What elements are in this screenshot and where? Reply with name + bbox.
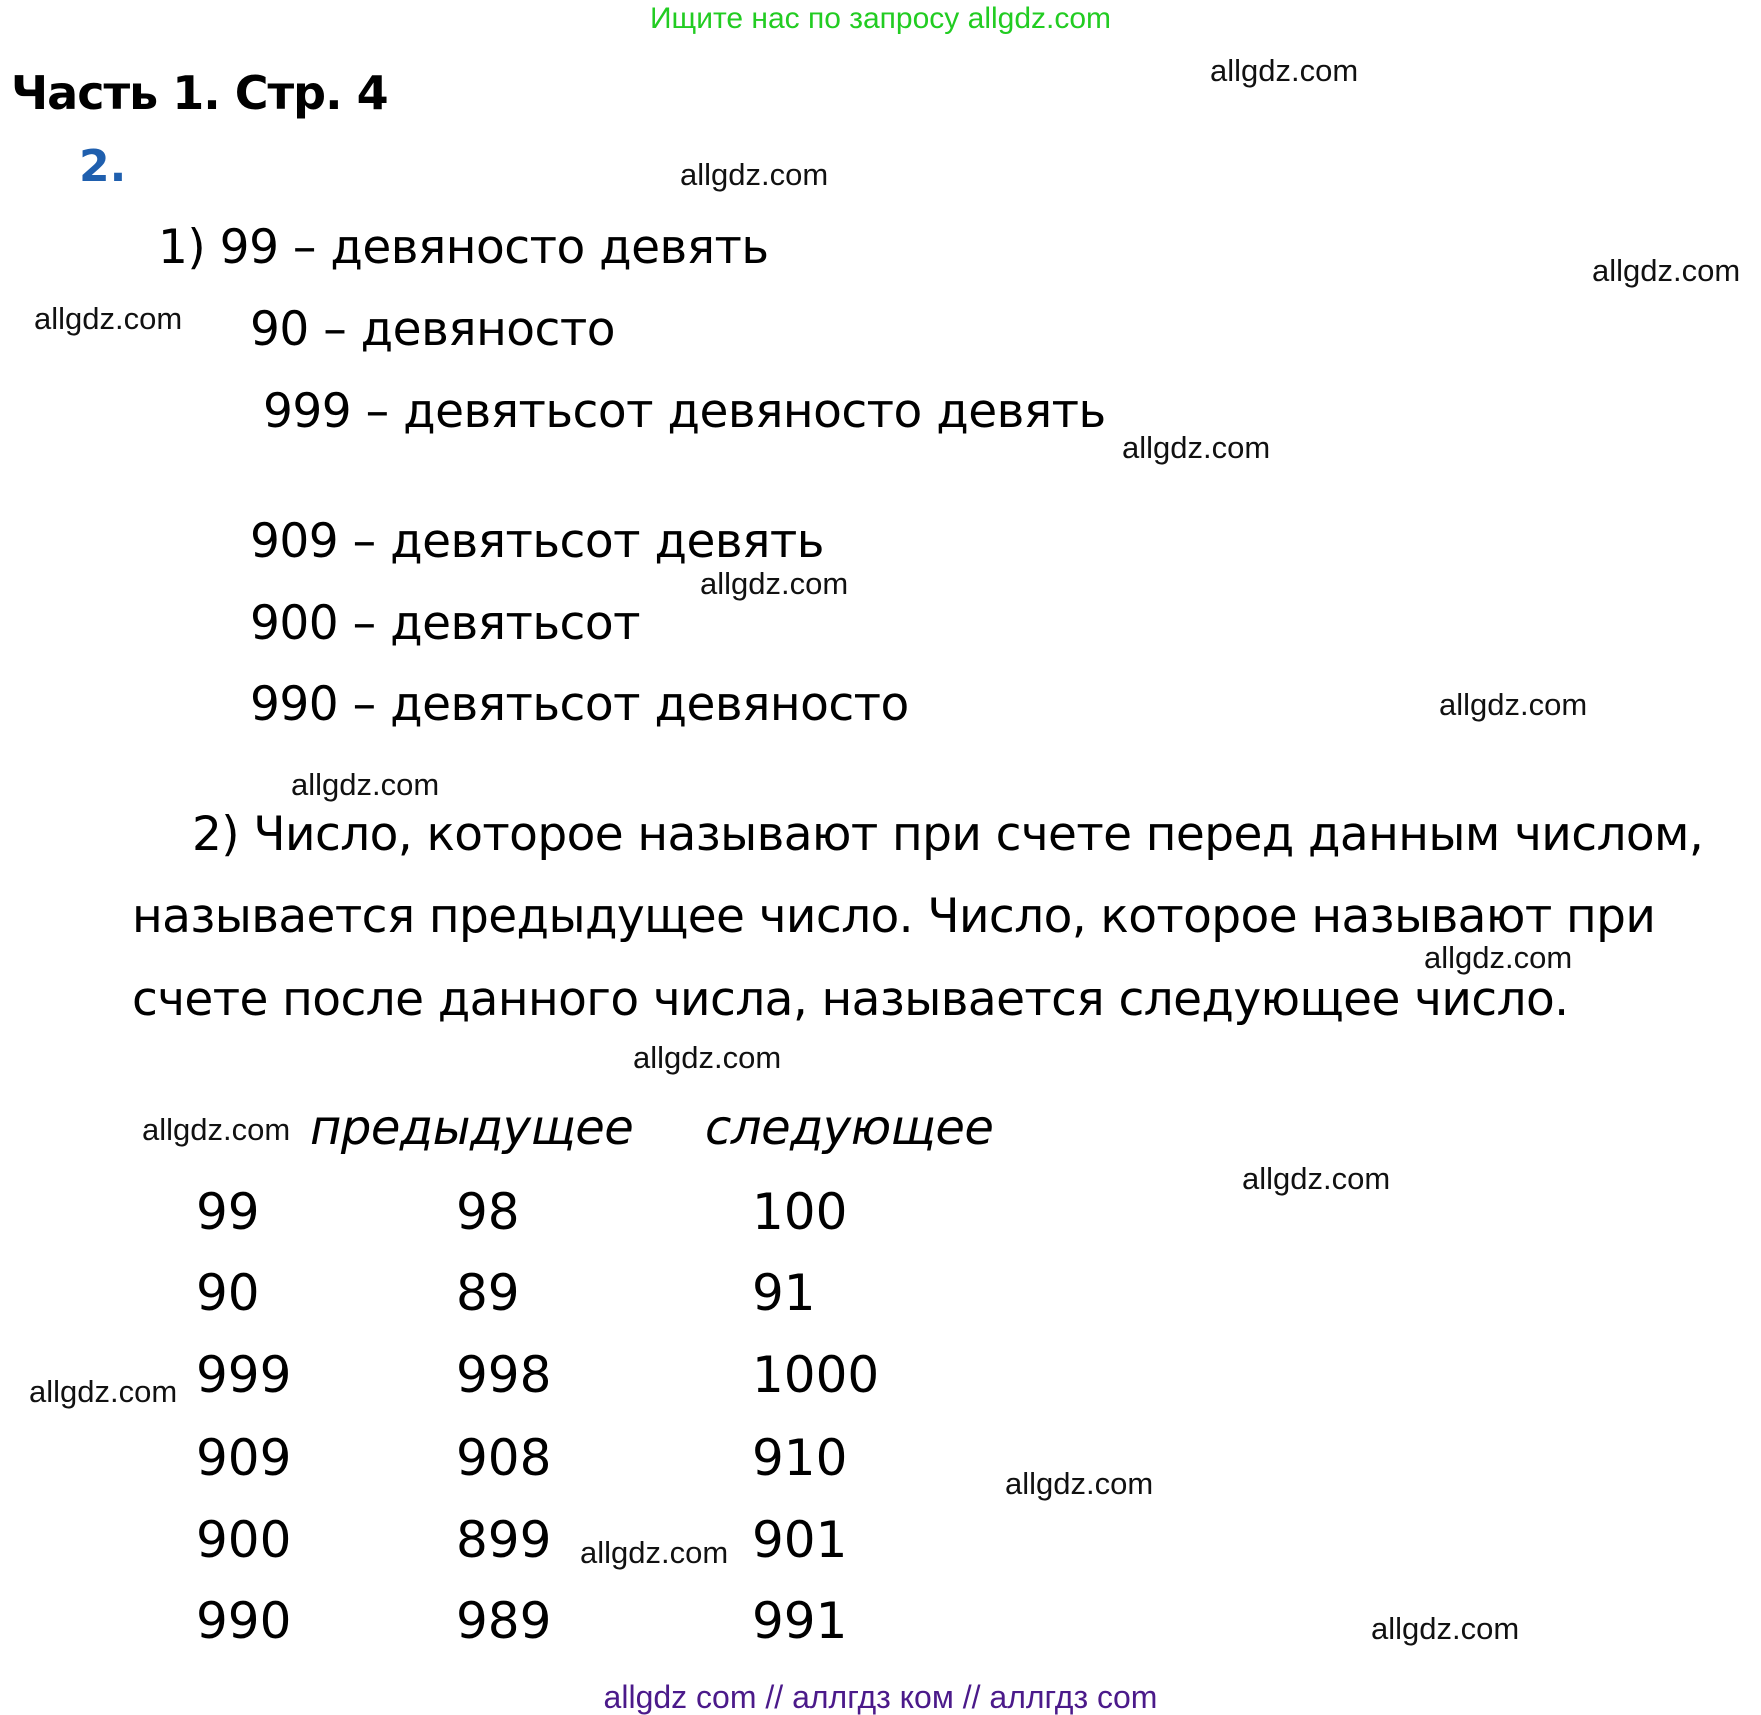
watermark: allgdz.com [680, 157, 829, 192]
watermark: allgdz.com [1122, 430, 1271, 465]
cell-next: 991 [752, 1592, 848, 1650]
watermark: allgdz.com [633, 1040, 782, 1075]
cell-next: 91 [752, 1264, 816, 1322]
top-banner: Ищите нас по запросу allgdz.com [649, 2, 1112, 35]
watermark: allgdz.com [29, 1374, 178, 1409]
page-title: Часть 1. Стр. 4 [11, 66, 388, 120]
column-header-previous: предыдущее [310, 1100, 634, 1156]
footer-watermark: allgdz com // аллгдз ком // аллгдз com [603, 1679, 1158, 1715]
part1-line: 900 – девятьсот [250, 596, 641, 651]
cell-previous: 89 [456, 1264, 520, 1322]
part1-line: 90 – девяносто [250, 302, 616, 357]
watermark: allgdz.com [291, 767, 440, 802]
part1-line: 999 – девятьсот девяносто девять [263, 384, 1106, 439]
cell-next: 910 [752, 1429, 848, 1487]
cell-next: 901 [752, 1511, 848, 1569]
cell-number: 999 [196, 1346, 292, 1404]
part2-line: называется предыдущее число. Число, которое называют при [132, 889, 1656, 944]
cell-previous: 899 [456, 1511, 552, 1569]
cell-previous: 989 [456, 1592, 552, 1650]
watermark: allgdz.com [1371, 1611, 1520, 1646]
column-header-next: следующее [705, 1100, 994, 1156]
part1-line: 909 – девятьсот девять [250, 514, 824, 569]
cell-next: 1000 [752, 1346, 880, 1404]
cell-previous: 998 [456, 1346, 552, 1404]
watermark: allgdz.com [580, 1535, 729, 1570]
watermark: allgdz.com [1439, 687, 1588, 722]
part1-line: 1) 99 – девяносто девять [158, 220, 769, 275]
cell-number: 90 [196, 1264, 260, 1322]
watermark: allgdz.com [700, 566, 849, 601]
cell-number: 900 [196, 1511, 292, 1569]
watermark: allgdz.com [142, 1112, 291, 1147]
part2-line: счете после данного числа, называется следующее число. [132, 972, 1569, 1027]
cell-previous: 98 [456, 1183, 520, 1241]
cell-number: 909 [196, 1429, 292, 1487]
cell-number: 99 [196, 1183, 260, 1241]
cell-number: 990 [196, 1592, 292, 1650]
cell-previous: 908 [456, 1429, 552, 1487]
watermark: allgdz.com [34, 301, 183, 336]
cell-next: 100 [752, 1183, 848, 1241]
watermark: allgdz.com [1210, 53, 1359, 88]
watermark: allgdz.com [1005, 1466, 1154, 1501]
part2-line: 2) Число, которое называют при счете перед данным числом, [192, 807, 1704, 862]
watermark: allgdz.com [1592, 253, 1741, 288]
task-number: 2. [79, 141, 127, 192]
part1-line: 990 – девятьсот девяносто [250, 677, 909, 732]
watermark: allgdz.com [1424, 940, 1573, 975]
watermark: allgdz.com [1242, 1161, 1391, 1196]
